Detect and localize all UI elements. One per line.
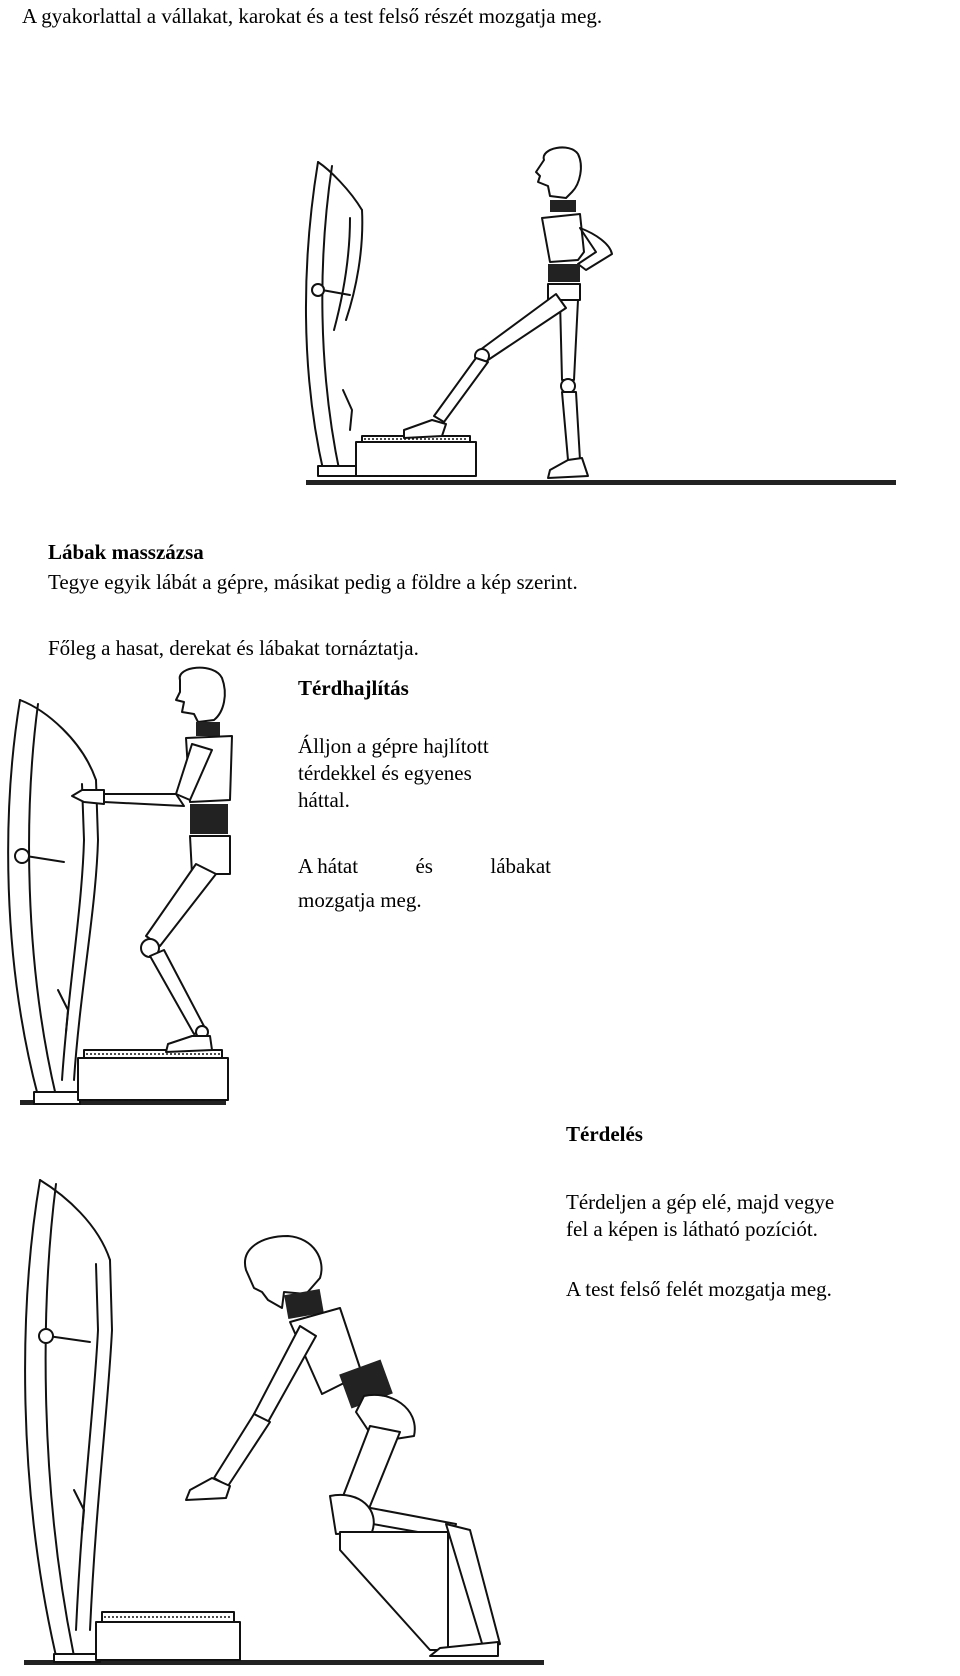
figure-kneeling xyxy=(0,1160,600,1676)
section-knee-bend-line4 xyxy=(298,852,551,880)
section-kneel-title: Térdelés xyxy=(566,1122,643,1146)
section-knee-bend-line5: mozgatja meg. xyxy=(298,888,422,912)
vibration-machine xyxy=(306,162,476,476)
person-standing xyxy=(404,147,612,478)
intro-text: A gyakorlattal a vállakat, karokat és a test felső részét mozgatja meg. xyxy=(22,4,603,28)
person-kneeling xyxy=(186,1236,500,1656)
section-knee-bend-title: Térdhajlítás xyxy=(298,676,409,700)
floor-line xyxy=(306,480,896,485)
section-knee-bend-line2: térdekkel és egyenes xyxy=(298,761,472,785)
section-kneel-line3: A test felső felét mozgatja meg. xyxy=(566,1277,832,1301)
figure-knee-bend xyxy=(0,660,300,1115)
figure-leg-massage xyxy=(0,140,960,510)
line4-word-3: lábakat xyxy=(490,854,551,878)
section-knee-bend-line1: Álljon a gépre hajlított xyxy=(298,734,489,758)
section-kneel-line1: Térdeljen a gép elé, majd vegye xyxy=(566,1190,835,1214)
section-kneel-line2: fel a képen is látható pozíciót. xyxy=(566,1217,818,1241)
line4-word-1: A hátat xyxy=(298,854,359,878)
section-legs-title: Lábak masszázsa xyxy=(48,540,204,564)
section-legs-line2: Főleg a hasat, derekat és lábakat tornáztatja. xyxy=(48,636,419,660)
section-legs-line1: Tegye egyik lábát a gépre, másikat pedig a földre a kép szerint. xyxy=(48,570,578,594)
vibration-machine xyxy=(25,1180,240,1662)
section-knee-bend-line3: háttal. xyxy=(298,788,350,812)
line4-word-2: és xyxy=(415,854,433,878)
